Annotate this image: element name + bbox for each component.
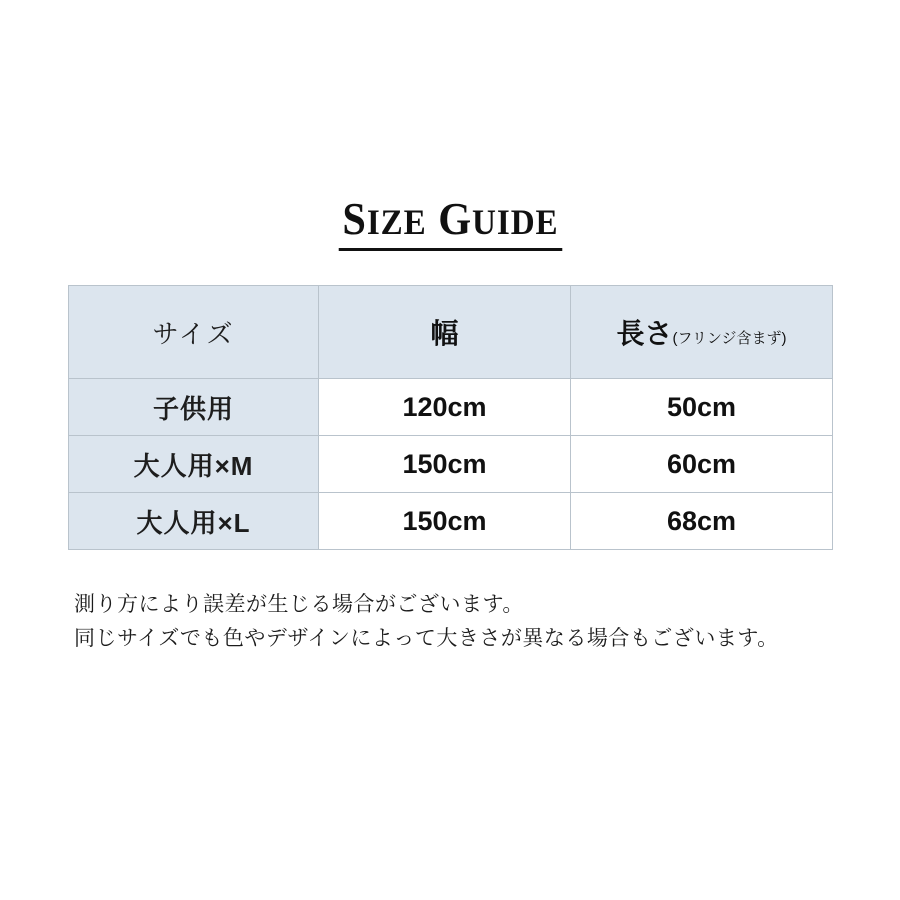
row-width-adult-l: 150cm [319, 493, 571, 550]
table-header-row [69, 286, 833, 379]
header-width-label: 幅 [319, 286, 571, 379]
row-label-adult-m: 大人用×M [69, 436, 319, 493]
title-word-uide: UIDE [471, 202, 559, 242]
header-length-label [571, 286, 833, 379]
header-length-text: 長さ [616, 318, 673, 349]
title-word-ize: IZE [366, 202, 427, 242]
disclaimer-notes [74, 588, 864, 656]
row-label-adult-l: 大人用×L [69, 493, 319, 550]
header-length-note: (フリンジ含まず) [672, 330, 787, 347]
size-table [68, 285, 833, 550]
title-letter-g: G [437, 193, 472, 244]
row-width-kids: 120cm [319, 379, 571, 436]
row-length-kids: 50cm [571, 379, 833, 436]
header-size-label: サイズ [69, 286, 319, 379]
note-line-2: 同じサイズでも色やデザインによって大きさが異なる場合もございます。 [74, 627, 779, 650]
table-row [69, 493, 833, 550]
table-row [69, 379, 833, 436]
row-length-adult-m: 60cm [571, 436, 833, 493]
row-length-adult-l: 68cm [571, 493, 833, 550]
size-table-container [68, 285, 832, 550]
size-guide-title [338, 193, 562, 251]
title-letter-s: S [341, 193, 367, 244]
page-title [0, 193, 900, 251]
row-width-adult-m: 150cm [319, 436, 571, 493]
note-line-1: 測り方により誤差が生じる場合がございます。 [74, 593, 524, 616]
row-label-kids: 子供用 [69, 379, 319, 436]
table-row [69, 436, 833, 493]
